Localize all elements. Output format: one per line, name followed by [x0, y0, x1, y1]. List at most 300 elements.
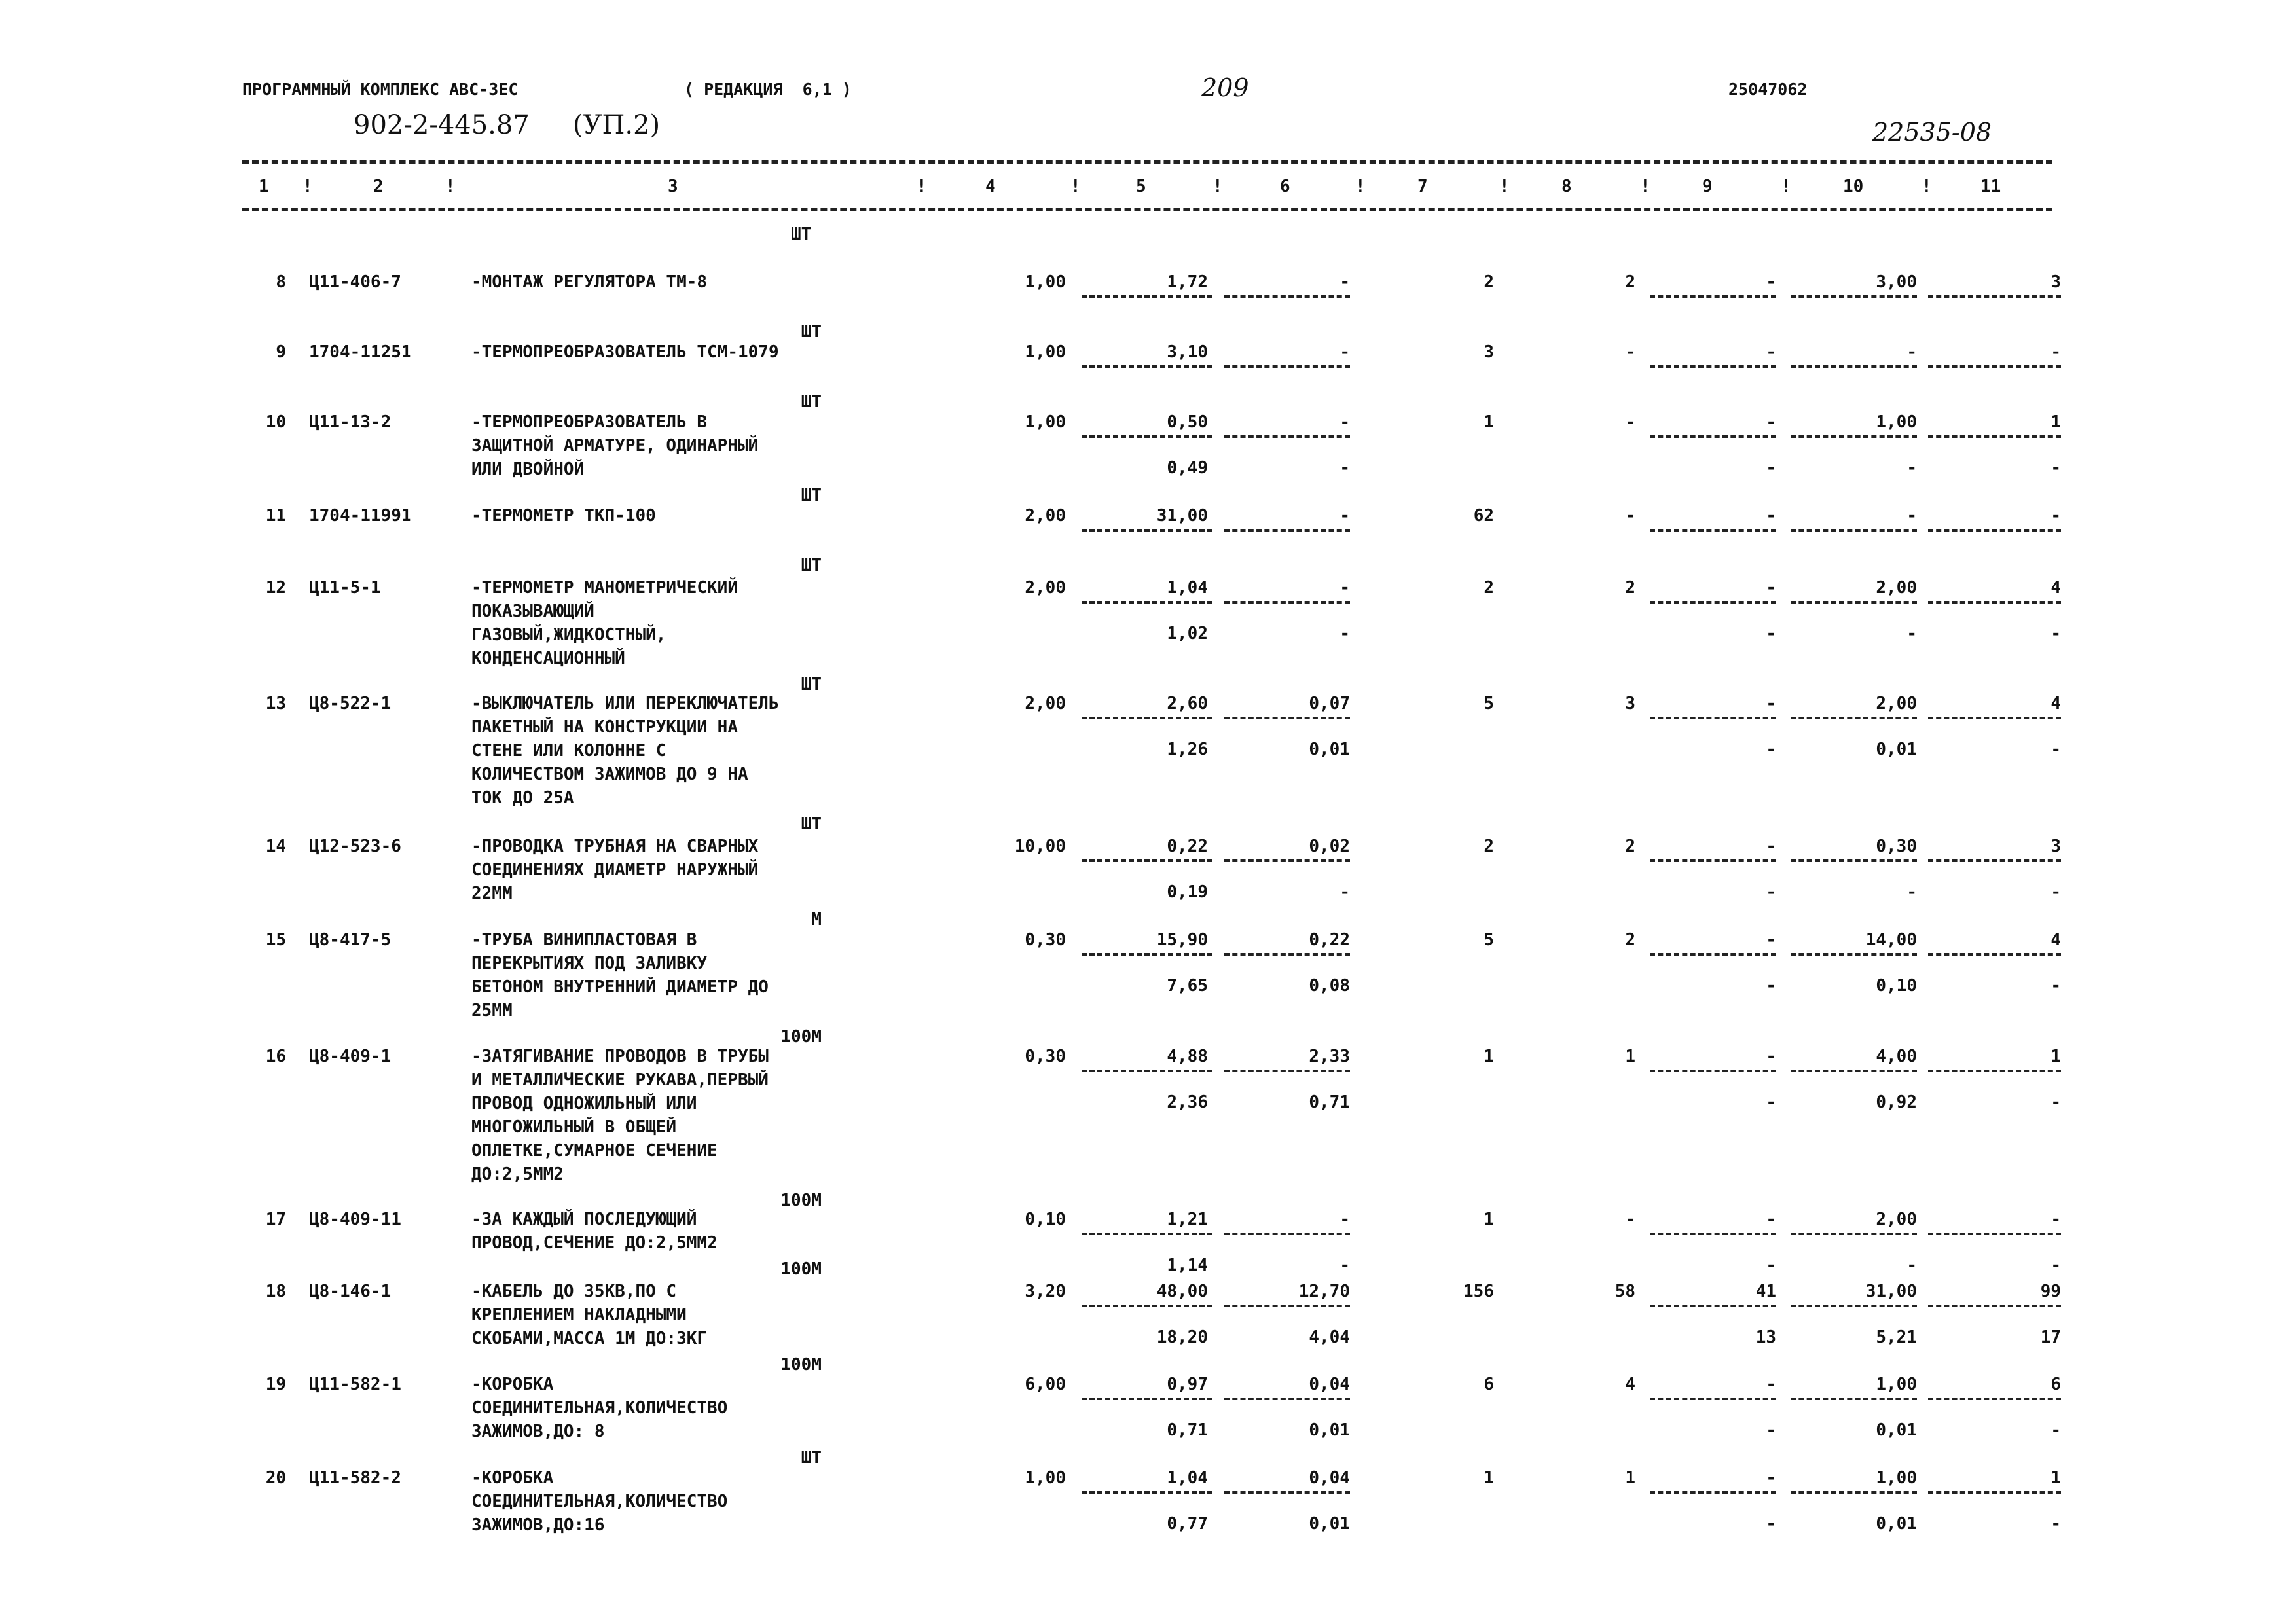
machines-cost: - [1766, 272, 1776, 292]
cell-divider [1224, 1491, 1350, 1494]
work-description: ПОКАЗЫВАЮЩИЙ [471, 602, 594, 621]
column-divider: ! [1212, 177, 1223, 196]
cell-divider [1928, 601, 2061, 604]
labor-machinists: 0,01 [1876, 1514, 1917, 1534]
machine-wages-total: - [1766, 458, 1776, 478]
work-description: ПРОВОД,СЕЧЕНИЕ ДО:2,5ММ2 [471, 1233, 718, 1253]
quantity: 2,00 [1025, 578, 1066, 598]
cell-divider [1791, 1491, 1917, 1494]
total-cost: 5 [1484, 694, 1494, 713]
cell-divider [1082, 1070, 1212, 1072]
machines-cost: - [1766, 1375, 1776, 1394]
labor-total: - [2050, 342, 2061, 362]
cell-divider [1650, 1305, 1776, 1307]
labor-total: 4 [2050, 694, 2061, 713]
program-title: ПРОГРАММНЫЙ КОМПЛЕКС АВС-ЗЕС [242, 80, 519, 99]
quantity: 0,30 [1025, 930, 1066, 950]
cell-divider [1928, 1070, 2061, 1072]
unit-of-measure: ШТ [801, 675, 822, 695]
total-cost: 1 [1484, 1210, 1494, 1229]
cell-divider [1650, 295, 1776, 298]
cell-divider [1224, 859, 1350, 862]
cell-divider [1928, 365, 2061, 368]
cost-total: 15,90 [1156, 930, 1208, 950]
work-description: -ВЫКЛЮЧАТЕЛЬ ИЛИ ПЕРЕКЛЮЧАТЕЛЬ [471, 694, 779, 713]
album-label: (УП.2) [573, 110, 661, 140]
column-header-1: 1 [259, 177, 269, 196]
unit-of-measure: ШТ [801, 1448, 822, 1468]
row-number: 12 [265, 578, 286, 598]
work-description: 22ММ [471, 884, 513, 903]
labor-total: 1 [2050, 1468, 2061, 1488]
work-description: 25ММ [471, 1001, 513, 1020]
quantity: 1,00 [1025, 272, 1066, 292]
cell-divider [1082, 529, 1212, 532]
work-description: -ПРОВОДКА ТРУБНАЯ НА СВАРНЫХ [471, 837, 759, 856]
work-description: ИЛИ ДВОЙНОЙ [471, 460, 585, 479]
cell-divider [1224, 295, 1350, 298]
wages-cost: 3 [1625, 694, 1635, 713]
cell-divider [1224, 601, 1350, 604]
machine-wages-per-unit: 0,01 [1309, 740, 1350, 759]
cell-divider [1928, 859, 2061, 862]
cell-divider [1224, 365, 1350, 368]
cell-divider [1650, 1070, 1776, 1072]
column-header-2: 2 [373, 177, 384, 196]
document-code: 25047062 [1728, 80, 1808, 99]
work-description: -ТЕРМОМЕТР ТКП-100 [471, 506, 656, 526]
labor-total: - [2050, 506, 2061, 526]
work-description: -ТЕРМОПРЕОБРАЗОВАТЕЛЬ В [471, 412, 708, 432]
wages-per-unit: 1,26 [1167, 740, 1208, 759]
cell-divider [1791, 859, 1917, 862]
labor-hours: 3,00 [1876, 272, 1917, 292]
work-description: -КОРОБКА [471, 1375, 554, 1394]
column-divider: ! [1499, 177, 1510, 196]
rate-code: Ц11-582-2 [309, 1468, 401, 1488]
labor-hours: 1,00 [1876, 1375, 1917, 1394]
labor-machinists-total: - [2050, 882, 2061, 902]
machines-cost: - [1766, 930, 1776, 950]
labor-machinists-total: - [2050, 976, 2061, 996]
cell-divider [1650, 1233, 1776, 1235]
row-number: 13 [265, 694, 286, 713]
quantity: 0,30 [1025, 1047, 1066, 1066]
rate-code: Ц12-523-6 [309, 837, 401, 856]
unit-of-measure: ШТ [801, 814, 822, 834]
work-description: ЗАЩИТНОЙ АРМАТУРЕ, ОДИНАРНЫЙ [471, 436, 759, 456]
rate-code: Ц8-146-1 [309, 1282, 392, 1301]
machine-wages-total: - [1766, 976, 1776, 996]
machine-wages-per-unit: - [1339, 624, 1350, 643]
wages-cost: 2 [1625, 837, 1635, 856]
work-description: -КАБЕЛЬ ДО 35КВ,ПО С [471, 1282, 677, 1301]
labor-hours: 14,00 [1865, 930, 1917, 950]
labor-hours: 1,00 [1876, 1468, 1917, 1488]
row-number: 18 [265, 1282, 286, 1301]
column-header-3: 3 [668, 177, 678, 196]
wages-per-unit: 0,19 [1167, 882, 1208, 902]
machine-wages-total: - [1766, 1420, 1776, 1440]
column-divider: ! [1070, 177, 1081, 196]
column-header-5: 5 [1136, 177, 1146, 196]
unit-of-measure: ШТ [801, 322, 822, 342]
wages-cost: 2 [1625, 272, 1635, 292]
cost-total: 0,50 [1167, 412, 1208, 432]
quantity: 0,10 [1025, 1210, 1066, 1229]
quantity: 2,00 [1025, 506, 1066, 526]
work-description: СОЕДИНЕНИЯХ ДИАМЕТР НАРУЖНЫЙ [471, 860, 759, 880]
cell-divider [1082, 295, 1212, 298]
wages-per-unit: 0,77 [1167, 1514, 1208, 1534]
total-cost: 2 [1484, 578, 1494, 598]
column-divider: ! [302, 177, 313, 196]
wages-cost: 1 [1625, 1468, 1635, 1488]
column-divider: ! [917, 177, 927, 196]
row-number: 16 [265, 1047, 286, 1066]
work-description: -МОНТАЖ РЕГУЛЯТОРА ТМ-8 [471, 272, 708, 292]
cell-divider [1224, 953, 1350, 956]
cell-divider [1791, 295, 1917, 298]
wages-per-unit: 0,49 [1167, 458, 1208, 478]
labor-hours: 1,00 [1876, 412, 1917, 432]
unit-of-measure: 100М [780, 1259, 822, 1279]
unit-of-measure: ШТ [801, 556, 822, 575]
machines-cost: 41 [1755, 1282, 1776, 1301]
labor-total: 3 [2050, 272, 2061, 292]
cell-divider [1928, 1491, 2061, 1494]
wages-per-unit: 0,71 [1167, 1420, 1208, 1440]
row-number: 15 [265, 930, 286, 950]
labor-hours: 4,00 [1876, 1047, 1917, 1066]
cell-divider [1928, 1305, 2061, 1307]
doc-id: 902-2-445.87 [354, 110, 530, 140]
cell-divider [1650, 1491, 1776, 1494]
cell-divider [1224, 1233, 1350, 1235]
cost-machines: - [1339, 272, 1350, 292]
labor-machinists: 5,21 [1876, 1327, 1917, 1347]
cell-divider [1928, 529, 2061, 532]
cell-divider [1082, 859, 1212, 862]
cost-total: 1,04 [1167, 578, 1208, 598]
cell-divider [1928, 295, 2061, 298]
cell-divider [1082, 601, 1212, 604]
quantity: 2,00 [1025, 694, 1066, 713]
cell-divider [1928, 717, 2061, 719]
cost-total: 1,21 [1167, 1210, 1208, 1229]
cell-divider [1791, 1070, 1917, 1072]
cost-machines: 12,70 [1298, 1282, 1350, 1301]
column-divider: ! [1355, 177, 1366, 196]
machines-cost: - [1766, 1468, 1776, 1488]
cost-total: 3,10 [1167, 342, 1208, 362]
machine-wages-per-unit: - [1339, 882, 1350, 902]
total-cost: 156 [1463, 1282, 1494, 1301]
rate-code: Ц11-582-1 [309, 1375, 401, 1394]
row-number: 19 [265, 1375, 286, 1394]
cell-divider [1082, 435, 1212, 438]
cell-divider [1650, 717, 1776, 719]
column-header-9: 9 [1702, 177, 1713, 196]
cost-total: 1,04 [1167, 1468, 1208, 1488]
cell-divider [1082, 1305, 1212, 1307]
cell-divider [1650, 365, 1776, 368]
cost-machines: 0,02 [1309, 837, 1350, 856]
cost-machines: - [1339, 342, 1350, 362]
wages-cost: 58 [1614, 1282, 1635, 1301]
machines-cost: - [1766, 1047, 1776, 1066]
labor-machinists-total: 17 [2040, 1327, 2061, 1347]
row-number: 9 [276, 342, 286, 362]
column-header-8: 8 [1561, 177, 1572, 196]
labor-machinists: - [1906, 624, 1917, 643]
total-cost: 2 [1484, 837, 1494, 856]
work-description: ОПЛЕТКЕ,СУМАРНОЕ СЕЧЕНИЕ [471, 1141, 718, 1161]
work-description: -ТЕРМОПРЕОБРАЗОВАТЕЛЬ ТСМ-1079 [471, 342, 779, 362]
total-cost: 1 [1484, 412, 1494, 432]
column-divider: ! [445, 177, 456, 196]
cost-total: 2,60 [1167, 694, 1208, 713]
cost-machines: 0,04 [1309, 1468, 1350, 1488]
work-description: СТЕНЕ ИЛИ КОЛОННЕ С [471, 741, 666, 761]
column-divider: ! [1922, 177, 1932, 196]
labor-total: 4 [2050, 930, 2061, 950]
work-description: БЕТОНОМ ВНУТРЕННИЙ ДИАМЕТР ДО [471, 977, 769, 997]
cell-divider [1791, 365, 1917, 368]
labor-machinists: - [1906, 1255, 1917, 1275]
machines-cost: - [1766, 1210, 1776, 1229]
machine-wages-total: - [1766, 624, 1776, 643]
machine-wages-total: - [1766, 882, 1776, 902]
labor-total: 99 [2040, 1282, 2061, 1301]
column-header-11: 11 [1980, 177, 2001, 196]
unit-of-measure: 100М [780, 1027, 822, 1047]
quantity: 1,00 [1025, 342, 1066, 362]
cell-divider [1224, 1305, 1350, 1307]
cell-divider [1650, 601, 1776, 604]
work-description: -ТЕРМОМЕТР МАНОМЕТРИЧЕСКИЙ [471, 578, 738, 598]
labor-machinists: 0,92 [1876, 1092, 1917, 1112]
machine-wages-per-unit: 4,04 [1309, 1327, 1350, 1347]
cell-divider [1082, 953, 1212, 956]
cell-divider [1082, 365, 1212, 368]
labor-hours: 2,00 [1876, 694, 1917, 713]
work-description: -ТРУБА ВИНИПЛАСТОВАЯ В [471, 930, 697, 950]
rate-code: Ц8-409-1 [309, 1047, 392, 1066]
quantity: 1,00 [1025, 1468, 1066, 1488]
row-number: 10 [265, 412, 286, 432]
labor-hours: 31,00 [1865, 1282, 1917, 1301]
work-description: МНОГОЖИЛЬНЫЙ В ОБЩЕЙ [471, 1117, 677, 1137]
column-header-7: 7 [1417, 177, 1428, 196]
rate-code: 1704-11251 [309, 342, 412, 362]
work-description: -ЗАТЯГИВАНИЕ ПРОВОДОВ В ТРУБЫ [471, 1047, 769, 1066]
wages-cost: - [1625, 1210, 1635, 1229]
labor-machinists-total: - [2050, 1255, 2061, 1275]
total-cost: 6 [1484, 1375, 1494, 1394]
machine-wages-total: - [1766, 1255, 1776, 1275]
labor-hours: 0,30 [1876, 837, 1917, 856]
cost-machines: - [1339, 506, 1350, 526]
cell-divider [1650, 435, 1776, 438]
page-number: 209 [1201, 73, 1249, 102]
rate-code: Ц11-406-7 [309, 272, 401, 292]
column-header-6: 6 [1280, 177, 1290, 196]
cost-machines: - [1339, 578, 1350, 598]
wages-cost: 2 [1625, 578, 1635, 598]
work-description: ПРОВОД ОДНОЖИЛЬНЫЙ ИЛИ [471, 1094, 697, 1113]
machine-wages-per-unit: - [1339, 1255, 1350, 1275]
wages-per-unit: 7,65 [1167, 976, 1208, 996]
cost-machines: 0,04 [1309, 1375, 1350, 1394]
work-description: КОЛИЧЕСТВОМ ЗАЖИМОВ ДО 9 НА [471, 765, 748, 784]
total-cost: 1 [1484, 1047, 1494, 1066]
labor-total: 3 [2050, 837, 2061, 856]
wages-per-unit: 1,14 [1167, 1255, 1208, 1275]
machine-wages-total: - [1766, 1514, 1776, 1534]
row-number: 14 [265, 837, 286, 856]
wages-cost: - [1625, 506, 1635, 526]
cost-machines: 0,22 [1309, 930, 1350, 950]
labor-hours: 2,00 [1876, 578, 1917, 598]
cell-divider [1224, 1070, 1350, 1072]
cell-divider [1791, 717, 1917, 719]
total-cost: 1 [1484, 1468, 1494, 1488]
cell-divider [1791, 435, 1917, 438]
cost-total: 1,72 [1167, 272, 1208, 292]
wages-per-unit: 1,02 [1167, 624, 1208, 643]
cost-total: 48,00 [1156, 1282, 1208, 1301]
cell-divider [1082, 1233, 1212, 1235]
cost-machines: 2,33 [1309, 1047, 1350, 1066]
machine-wages-total: 13 [1755, 1327, 1776, 1347]
labor-total: - [2050, 1210, 2061, 1229]
wages-cost: - [1625, 412, 1635, 432]
column-divider: ! [1640, 177, 1650, 196]
cell-divider [1650, 1398, 1776, 1400]
unit-of-measure: ШТ [801, 392, 822, 412]
labor-machinists: 0,01 [1876, 1420, 1917, 1440]
rate-code: Ц11-13-2 [309, 412, 392, 432]
cost-total: 31,00 [1156, 506, 1208, 526]
rate-code: Ц8-417-5 [309, 930, 392, 950]
cell-divider [1928, 953, 2061, 956]
work-description: ДО:2,5ММ2 [471, 1164, 564, 1184]
work-description: СОЕДИНИТЕЛЬНАЯ,КОЛИЧЕСТВО [471, 1398, 728, 1418]
cell-divider [1928, 435, 2061, 438]
cost-total: 0,97 [1167, 1375, 1208, 1394]
machine-wages-total: - [1766, 740, 1776, 759]
labor-total: 1 [2050, 412, 2061, 432]
machine-wages-per-unit: 0,71 [1309, 1092, 1350, 1112]
quantity: 1,00 [1025, 412, 1066, 432]
work-description: ТОК ДО 25А [471, 788, 574, 808]
unit-of-measure: 100М [780, 1191, 822, 1210]
total-cost: 5 [1484, 930, 1494, 950]
cell-divider [1791, 953, 1917, 956]
labor-machinists-total: - [2050, 458, 2061, 478]
row-number: 11 [265, 506, 286, 526]
work-description: КОНДЕНСАЦИОННЫЙ [471, 649, 625, 668]
cell-divider [1224, 529, 1350, 532]
machines-cost: - [1766, 694, 1776, 713]
quantity: 6,00 [1025, 1375, 1066, 1394]
cost-total: 4,88 [1167, 1047, 1208, 1066]
labor-machinists: - [1906, 882, 1917, 902]
top-unit: ШТ [791, 225, 812, 244]
labor-machinists: - [1906, 458, 1917, 478]
cell-divider [1791, 1305, 1917, 1307]
cell-divider [1650, 953, 1776, 956]
cell-divider [1224, 1398, 1350, 1400]
cell-divider [1082, 717, 1212, 719]
work-description: ЗАЖИМОВ,ДО: 8 [471, 1422, 605, 1441]
cell-divider [1650, 859, 1776, 862]
machines-cost: - [1766, 837, 1776, 856]
cell-divider [1224, 435, 1350, 438]
unit-of-measure: М [811, 910, 822, 929]
cell-divider [1082, 1491, 1212, 1494]
column-header-10: 10 [1843, 177, 1864, 196]
labor-machinists-total: - [2050, 740, 2061, 759]
machines-cost: - [1766, 506, 1776, 526]
wages-cost: 4 [1625, 1375, 1635, 1394]
cost-machines: 0,07 [1309, 694, 1350, 713]
cell-divider [1791, 601, 1917, 604]
work-description: ПАКЕТНЫЙ НА КОНСТРУКЦИИ НА [471, 717, 738, 737]
cell-divider [1791, 529, 1917, 532]
cell-divider [1650, 529, 1776, 532]
cell-divider [1224, 717, 1350, 719]
unit-of-measure: 100М [780, 1355, 822, 1375]
inventory-number: 22535-08 [1872, 118, 1992, 147]
labor-machinists: 0,10 [1876, 976, 1917, 996]
column-divider: ! [1781, 177, 1791, 196]
cell-divider [1928, 1233, 2061, 1235]
labor-hours: - [1906, 342, 1917, 362]
machines-cost: - [1766, 578, 1776, 598]
work-description: ПЕРЕКРЫТИЯХ ПОД ЗАЛИВКУ [471, 954, 708, 973]
cell-divider [1791, 1398, 1917, 1400]
rate-code: Ц8-522-1 [309, 694, 392, 713]
wages-cost: 1 [1625, 1047, 1635, 1066]
wages-per-unit: 2,36 [1167, 1092, 1208, 1112]
labor-total: 4 [2050, 578, 2061, 598]
labor-machinists-total: - [2050, 1092, 2061, 1112]
wages-cost: 2 [1625, 930, 1635, 950]
cost-machines: - [1339, 412, 1350, 432]
labor-hours: - [1906, 506, 1917, 526]
quantity: 10,00 [1014, 837, 1066, 856]
labor-machinists-total: - [2050, 1514, 2061, 1534]
work-description: ЗАЖИМОВ,ДО:16 [471, 1515, 605, 1535]
machine-wages-per-unit: 0,01 [1309, 1420, 1350, 1440]
machine-wages-per-unit: - [1339, 458, 1350, 478]
labor-total: 6 [2050, 1375, 2061, 1394]
labor-machinists-total: - [2050, 624, 2061, 643]
rate-code: Ц8-409-11 [309, 1210, 401, 1229]
total-cost: 62 [1473, 506, 1494, 526]
wages-per-unit: 18,20 [1156, 1327, 1208, 1347]
edition-label: ( РЕДАКЦИЯ 6,1 ) [684, 80, 852, 99]
work-description: -КОРОБКА [471, 1468, 554, 1488]
wages-cost: - [1625, 342, 1635, 362]
work-description: СКОБАМИ,МАССА 1М ДО:3КГ [471, 1329, 708, 1348]
work-description: КРЕПЛЕНИЕМ НАКЛАДНЫМИ [471, 1305, 687, 1325]
quantity: 3,20 [1025, 1282, 1066, 1301]
work-description: -ЗА КАЖДЫЙ ПОСЛЕДУЮЩИЙ [471, 1210, 697, 1229]
row-number: 8 [276, 272, 286, 292]
